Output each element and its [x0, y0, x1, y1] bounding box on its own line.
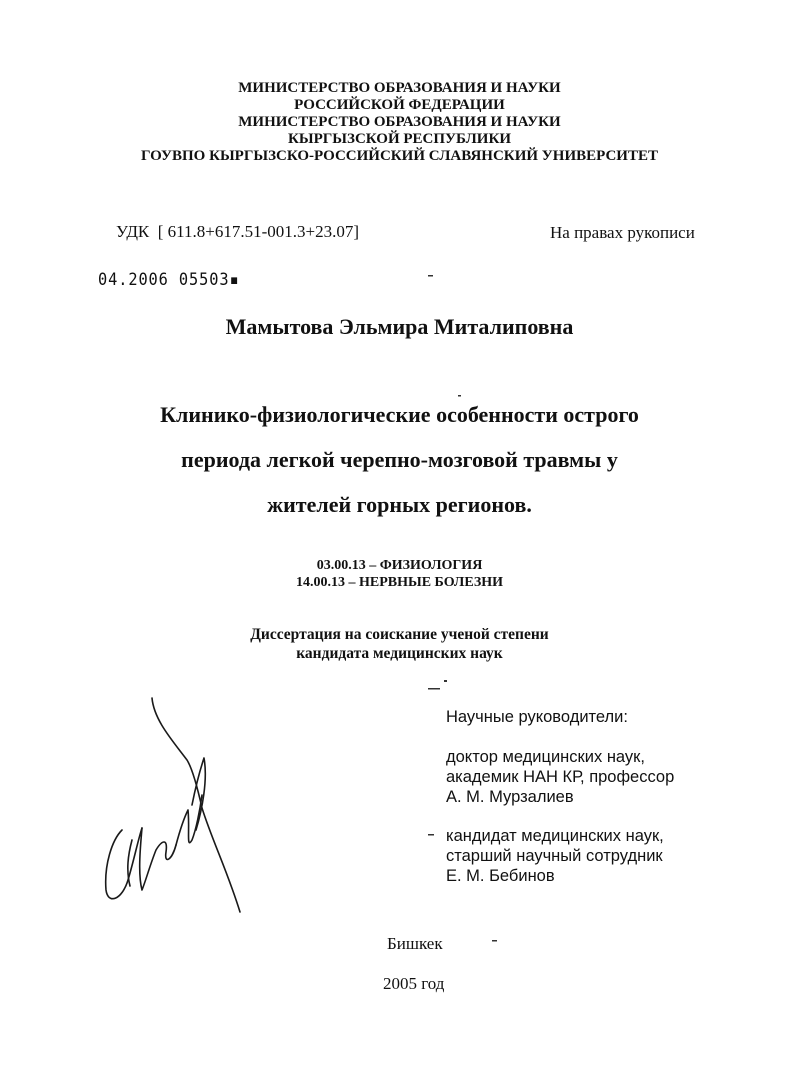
supervisor-line: академик НАН КР, профессор	[446, 768, 675, 786]
signature-stroke	[140, 828, 176, 890]
speck	[428, 275, 433, 277]
speck	[444, 680, 447, 682]
supervisor-second	[446, 826, 674, 886]
header-line: МИНИСТЕРСТВО ОБРАЗОВАНИЯ И НАУКИ	[238, 80, 561, 96]
header-line: МИНИСТЕРСТВО ОБРАЗОВАНИЯ И НАУКИ	[238, 114, 561, 130]
title-line: Клинико-физиологические особенности острого	[160, 402, 639, 427]
supervisor-line: кандидат медицинских наук,	[446, 827, 664, 845]
signature-stroke	[152, 698, 240, 912]
speck	[492, 940, 497, 942]
speck	[428, 688, 440, 690]
registration-number	[98, 270, 240, 290]
degree-line: Диссертация на соискание ученой степени	[250, 626, 549, 643]
specialty-line: 14.00.13 – НЕРВНЫЕ БОЛЕЗНИ	[295, 575, 504, 590]
supervisor-line: Е. М. Бебинов	[446, 867, 555, 885]
handwritten-signature	[92, 690, 242, 915]
header-line: КЫРГЫЗСКОЙ РЕСПУБЛИКИ	[288, 131, 511, 147]
signature-stroke	[106, 828, 142, 899]
manuscript-rights: На правах рукописи	[550, 223, 695, 242]
registration-dash: ▪	[229, 270, 240, 290]
signature-stroke	[128, 840, 132, 886]
supervisors-heading: Научные руководители:	[446, 708, 628, 726]
city: Бишкек	[387, 934, 443, 953]
author-name: Мамытова Эльмира Миталиповна	[225, 314, 574, 339]
year: 2005 год	[383, 974, 445, 993]
udk-code: УДК [ 611.8+617.51-001.3+23.07]	[116, 222, 360, 241]
supervisor-line: старший научный сотрудник	[446, 847, 663, 865]
degree-statement	[0, 625, 799, 663]
specialties	[0, 557, 799, 591]
supervisor-line: доктор медицинских наук,	[446, 748, 645, 766]
speck	[428, 834, 434, 836]
registration-number-text: 04.2006 05503	[98, 270, 230, 290]
supervisor-line: А. М. Мурзалиев	[446, 788, 574, 806]
degree-line: кандидата медицинских наук	[296, 645, 503, 662]
dissertation-title	[0, 392, 799, 527]
header-line: РОССИЙСКОЙ ФЕДЕРАЦИИ	[294, 97, 505, 113]
specialty-line: 03.00.13 – ФИЗИОЛОГИЯ	[316, 558, 483, 573]
header-line: ГОУВПО КЫРГЫЗСКО-РОССИЙСКИЙ СЛАВЯНСКИЙ УНИВЕРСИТЕТ	[140, 148, 658, 164]
title-line: периода легкой черепно-мозговой травмы у	[181, 447, 618, 472]
title-line: жителей горных регионов.	[267, 492, 532, 517]
supervisor-first	[446, 747, 674, 807]
supervisors-block	[446, 707, 674, 886]
ministry-header	[0, 80, 799, 165]
